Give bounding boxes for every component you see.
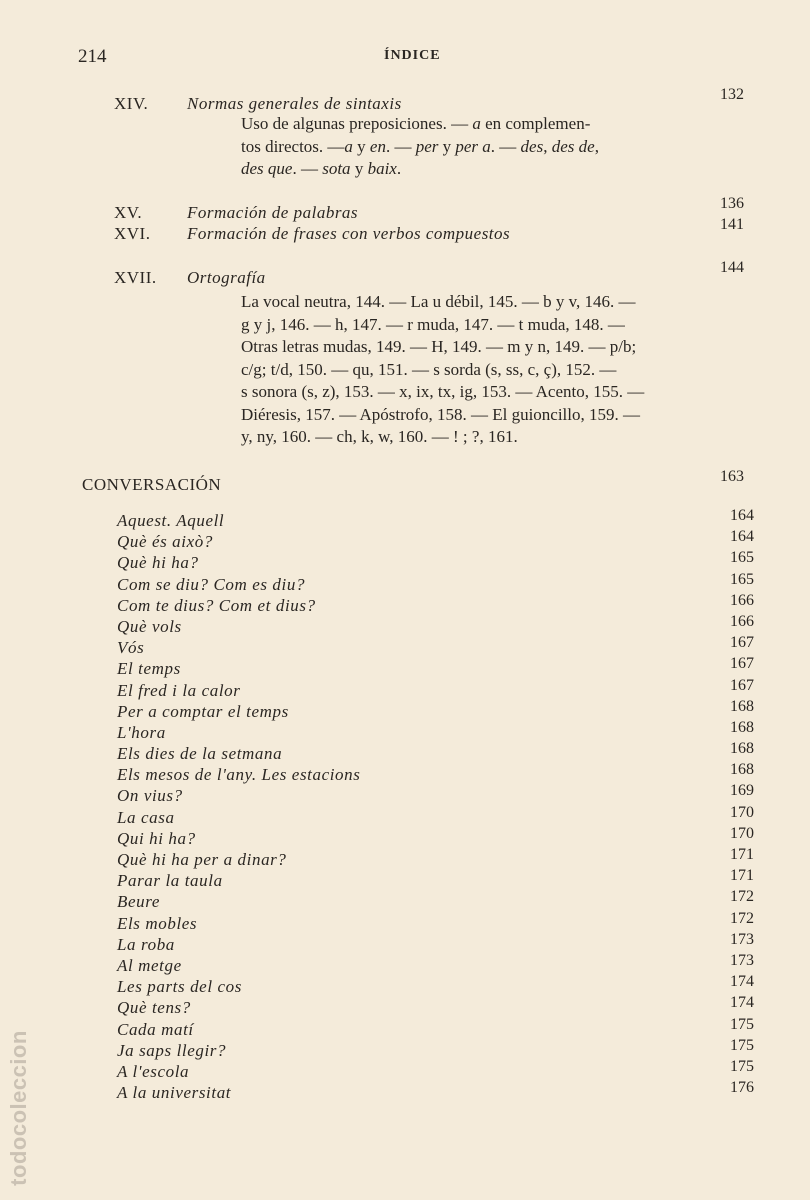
toc-entry: [117, 718, 754, 743]
chapter-page: 141: [720, 216, 744, 233]
toc-entry: [117, 528, 754, 552]
chapter-page: 144: [720, 259, 744, 276]
toc-entry: [117, 973, 754, 997]
entry-page: 174: [730, 973, 754, 991]
entry-title: Com se diu? Com es diu?: [117, 574, 306, 594]
summary-line: y, ny, 160. — ch, k, w, 160. — ! ; ?, 161.: [241, 427, 518, 446]
entry-title: Per a comptar el temps: [117, 701, 289, 721]
entry-page: 168: [730, 718, 754, 736]
summary-line: Diéresis, 157. — Apóstrofo, 158. — El guioncillo, 159. —: [241, 404, 641, 424]
entry-title: Què hi ha per a dinar?: [117, 850, 287, 869]
toc-entry: [117, 676, 754, 701]
entry-page: 173: [730, 930, 754, 948]
entry-page: 169: [730, 782, 754, 800]
toc-entry: [117, 846, 754, 870]
entry-title: Cada matí: [117, 1019, 194, 1039]
toc-entry: [117, 612, 754, 637]
entry-title: Qui hi ha?: [117, 828, 196, 848]
toc-entry: [117, 507, 754, 531]
chapter-number: XV.: [114, 203, 143, 222]
entry-title: Les parts del cos: [117, 977, 242, 997]
entry-page: 167: [730, 655, 754, 673]
page-title: ÍNDICE: [384, 48, 441, 63]
watermark: [6, 1028, 32, 1188]
toc-entry: [117, 655, 754, 679]
entry-page: 175: [730, 1036, 754, 1054]
toc-entry: [117, 697, 754, 722]
entry-title: Els mobles: [117, 913, 198, 933]
entry-page: 172: [730, 888, 754, 906]
entry-page: 168: [730, 740, 754, 758]
conversation-entries: [117, 507, 754, 1103]
entry-title: Beure: [117, 892, 160, 912]
chapter-summary: [241, 291, 696, 449]
entry-page: 172: [730, 909, 754, 927]
entry-title: Vós: [117, 638, 145, 658]
entry-page: 167: [730, 676, 754, 694]
summary-line: Otras letras mudas, 149. — H, 149. — m y n, 149. — p/b;: [241, 337, 637, 356]
toc-entry: [117, 909, 754, 934]
entry-page: 170: [730, 824, 754, 842]
chapter-page: 132: [720, 86, 744, 103]
toc-entry: [117, 549, 754, 573]
toc-entry: [117, 740, 754, 764]
entry-title: L'hora: [117, 722, 166, 742]
toc-entry: [117, 634, 754, 658]
entry-title: Al metge: [117, 955, 182, 975]
entry-page: 164: [730, 507, 754, 524]
entry-page: 166: [730, 612, 754, 630]
entry-title: A la universitat: [117, 1083, 232, 1103]
entry-title: Què tens?: [117, 998, 191, 1018]
entry-title: La casa: [117, 807, 175, 827]
entry-page: 176: [730, 1079, 754, 1097]
toc-entry: [117, 867, 754, 891]
entry-page: 175: [730, 1057, 754, 1075]
entry-title: Què hi ha?: [117, 553, 199, 573]
chapter-title: Normas generales de sintaxis: [187, 94, 402, 113]
summary-line: des que. — sota y baix.: [241, 159, 402, 178]
section-page: 163: [720, 468, 744, 485]
entry-page: 171: [730, 867, 754, 885]
chapter-number: XVI.: [114, 224, 151, 243]
page-number: 214: [78, 46, 107, 67]
entry-page: 171: [730, 846, 754, 863]
entry-page: 170: [730, 803, 754, 821]
toc-entry: [117, 1057, 754, 1082]
entry-title: Els dies de la setmana: [117, 744, 283, 764]
toc-entry: [117, 951, 754, 976]
watermark-text: todocoleccion: [6, 1030, 31, 1186]
entry-title: Aquest. Aquell: [117, 511, 225, 530]
toc-entry: [117, 994, 754, 1018]
entry-page: 168: [730, 761, 754, 779]
toc-entry: [117, 930, 754, 955]
summary-line: tos directos. —a y en. — per y per a. — des, des de,: [241, 136, 599, 156]
chapter-title: Ortografía: [187, 268, 266, 287]
section-heading: CONVERSACIÓN: [82, 475, 222, 494]
entry-page: 166: [730, 591, 754, 609]
entry-page: 165: [730, 549, 754, 567]
summary-line: s sonora (s, z), 153. — x, ix, tx, ig, 153. — Acento, 155. —: [241, 382, 645, 401]
entry-page: 165: [730, 570, 754, 588]
entry-title: La roba: [117, 934, 175, 954]
chapter-title: Formación de palabras: [187, 203, 359, 222]
entry-page: 175: [730, 1015, 754, 1033]
entry-title: El fred i la calor: [117, 680, 241, 700]
entry-page: 164: [730, 528, 754, 546]
entry-page: 174: [730, 994, 754, 1012]
chapter-title: Formación de frases con verbos compuestos: [187, 224, 511, 243]
toc-entry: [117, 1015, 754, 1040]
toc-entry: [117, 824, 754, 849]
summary-line: c/g; t/d, 150. — qu, 151. — s sorda (s, ss, c, ç), 152. —: [241, 359, 617, 379]
entry-title: Què vols: [117, 616, 182, 636]
entry-page: 173: [730, 951, 754, 969]
chapter-number: XIV.: [114, 94, 149, 113]
summary-line: g y j, 146. — h, 147. — r muda, 147. — t muda, 148. —: [241, 314, 625, 334]
toc-entry: [117, 803, 754, 828]
toc-entry: [117, 1036, 754, 1061]
entry-title: Els mesos de l'any. Les estacions: [117, 765, 361, 785]
entry-title: Parar la taula: [117, 871, 223, 891]
entry-title: On vius?: [117, 786, 183, 806]
chapter-page: 136: [720, 195, 744, 212]
chapter-summary: [241, 113, 696, 181]
toc-entry: [117, 570, 754, 595]
entry-title: Què és això?: [117, 532, 213, 552]
toc-entry: [117, 888, 754, 912]
toc-entry: [117, 782, 754, 806]
entry-page: 168: [730, 697, 754, 715]
entry-title: El temps: [117, 659, 181, 679]
entry-title: Ja saps llegir?: [117, 1040, 227, 1060]
summary-line: La vocal neutra, 144. — La u débil, 145. — b y v, 146. —: [241, 292, 636, 311]
toc-entry: [117, 761, 754, 785]
entry-title: A l'escola: [117, 1061, 190, 1081]
entry-page: 167: [730, 634, 754, 652]
toc-entry: [117, 591, 754, 616]
chapter-number: XVII.: [114, 268, 157, 287]
entry-title: Com te dius? Com et dius?: [117, 595, 316, 615]
summary-line: Uso de algunas preposiciones. — a en complemen-: [241, 114, 591, 133]
toc-entry: [117, 1079, 754, 1103]
